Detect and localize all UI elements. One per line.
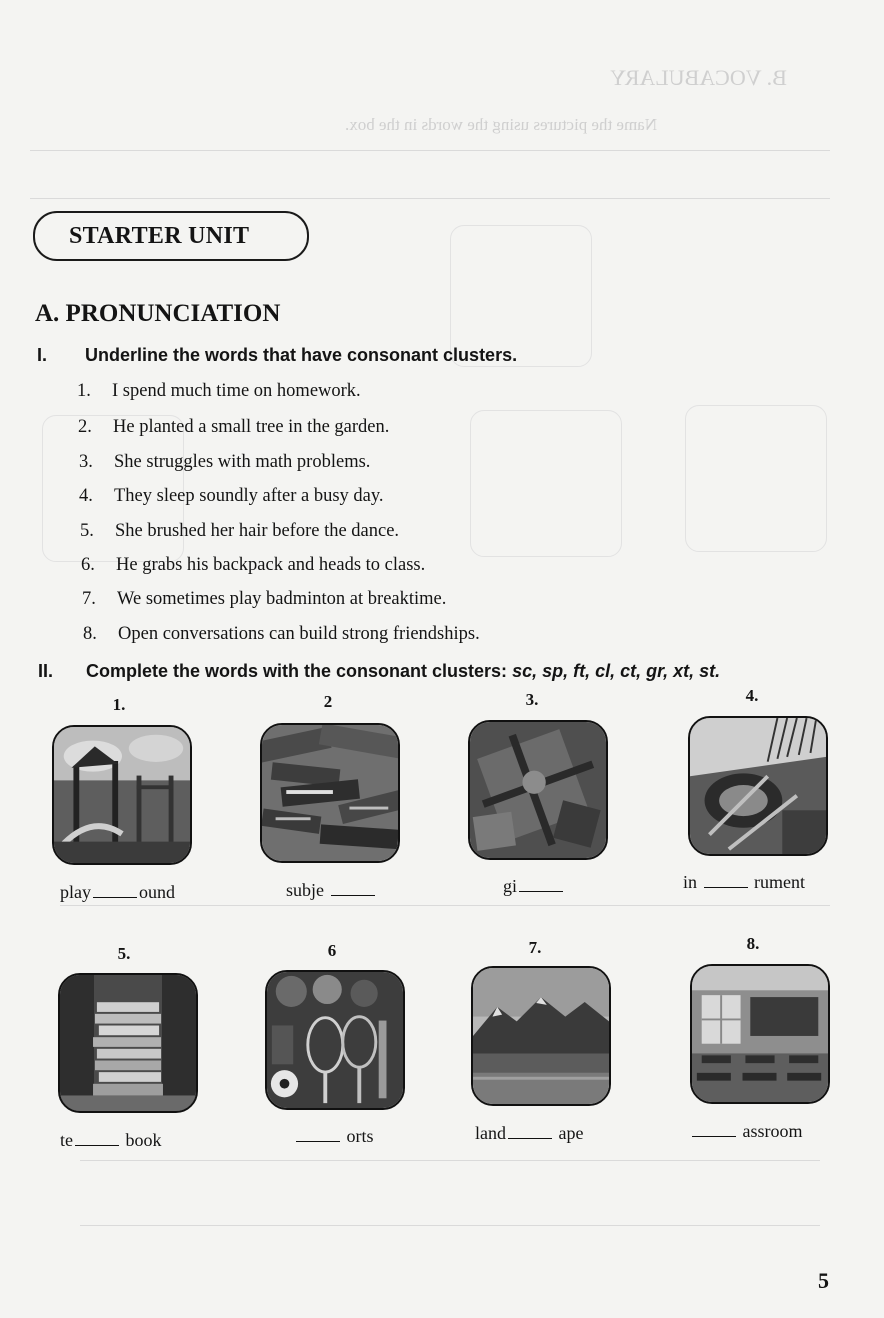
sentence-6: 6. He grabs his backpack and heads to class.: [81, 555, 426, 575]
exercise-1-number: I.: [37, 345, 48, 365]
item-1-blank[interactable]: [93, 883, 137, 898]
item-3-answer: gi: [503, 876, 565, 897]
exercise-2-instruction: [38, 661, 720, 682]
item-2-number: 2: [323, 692, 333, 711]
item-5-blank[interactable]: [75, 1131, 119, 1146]
item-4-answer: in rument: [683, 872, 806, 892]
item-3-blank[interactable]: [519, 877, 563, 892]
show-through-text: Name the pictures using the words in the box.: [345, 115, 658, 134]
sentence-3: 3. She struggles with math problems.: [79, 452, 371, 472]
show-through-rule: [80, 1225, 820, 1226]
unit-title: STARTER UNIT: [69, 222, 250, 249]
item-6-answer: orts: [294, 1126, 374, 1147]
instrument-photo: [688, 716, 828, 856]
sports-photo: [265, 970, 405, 1110]
show-through-rule: [60, 905, 830, 906]
exercise-1-text: Underline the words that have consonant clusters.: [85, 345, 518, 365]
item-2-blank[interactable]: [331, 881, 375, 896]
item-5-number: 5.: [117, 944, 131, 963]
item-6-number: 6: [327, 941, 337, 960]
item-6-blank[interactable]: [296, 1127, 340, 1142]
show-through-box: [470, 410, 622, 557]
show-through-rule: [30, 198, 830, 199]
item-8-number: 8.: [746, 934, 760, 953]
sentence-1: 1. I spend much time on homework.: [77, 381, 361, 401]
unit-title-box: [33, 211, 309, 261]
sentence-2: 2. He planted a small tree in the garden.: [78, 417, 390, 437]
item-7-answer: land ape: [475, 1123, 584, 1143]
item-7-blank[interactable]: [508, 1124, 552, 1139]
show-through-text: B. VOCABULARY: [610, 65, 787, 90]
textbook-photo: [58, 973, 198, 1113]
item-1-answer: play ound: [60, 882, 175, 902]
school-subjects-photo: [260, 723, 400, 863]
show-through-rule: [30, 150, 830, 151]
sentence-5: 5. She brushed her hair before the dance.: [80, 521, 400, 541]
item-8-answer: assroom: [690, 1121, 803, 1142]
item-8-blank[interactable]: [692, 1122, 736, 1137]
exercise-2-clusters: sc, sp, ft, cl, ct, gr, xt, st.: [512, 661, 721, 681]
sentence-8: 8. Open conversations can build strong friendships.: [83, 624, 480, 644]
item-4-blank[interactable]: [704, 873, 748, 888]
show-through-box: [685, 405, 827, 552]
item-7-number: 7.: [528, 938, 542, 957]
exercise-2-text: Complete the words with the consonant clusters:: [86, 661, 513, 681]
show-through-rule: [80, 1160, 820, 1161]
exercise-1-instruction: [37, 345, 517, 366]
exercise-2-number: II.: [38, 661, 54, 681]
landscape-photo: [471, 966, 611, 1106]
playground-photo: [52, 725, 192, 865]
item-2-answer: subje: [286, 880, 377, 901]
item-1-number: 1.: [112, 695, 126, 714]
item-4-number: 4.: [745, 686, 759, 705]
sentence-7: 7. We sometimes play badminton at breaktime.: [82, 589, 447, 609]
section-title: A. PRONUNCIATION: [35, 300, 281, 327]
gift-photo: [468, 720, 608, 860]
classroom-photo: [690, 964, 830, 1104]
item-3-number: 3.: [525, 690, 539, 709]
sentence-4: 4. They sleep soundly after a busy day.: [79, 486, 384, 506]
item-5-answer: te book: [60, 1130, 162, 1150]
page-number: 5: [818, 1268, 829, 1293]
